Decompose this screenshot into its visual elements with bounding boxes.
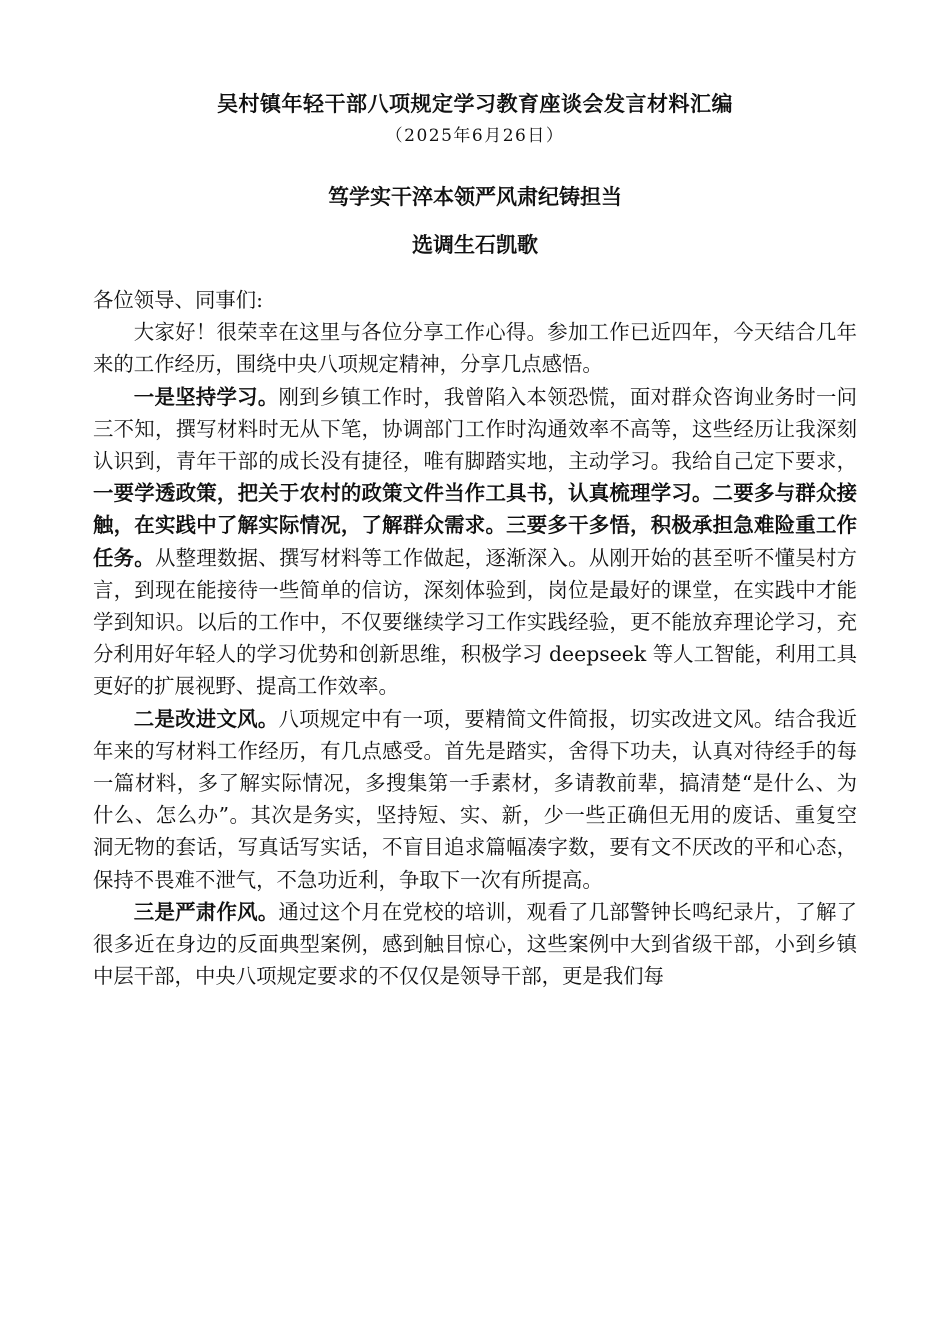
section-text-study-a: 刚到乡镇工作时，我曾陷入本领恐慌，面对群众咨询业务时一问三不知，撰写材料时无从下笔，协调部门工作时沟通效率不高等，这些经历让我深刻认识到，青年干部的成长没有捷径，唯有脚踏实地，主动学习。我给自己定下要求，	[93, 384, 858, 474]
section-text-study-b: 从整理数据、撰写材料等工作做起，逐渐深入。从刚开始的甚至听不懂吴村方言，到现在能接待一些简单的信访，深刻体验到，岗位是最好的课堂，在实践中才能学到知识。以后的工作中，不仅要继续学习工作实践经验，更不能放弃理论学习，充分利用好年轻人的学习优势和创新思维，积极学习 deepseek 等人工智能，利用工具更好的扩展视野、提高工作效率。	[93, 545, 857, 699]
section-text-conduct: 通过这个月在党校的培训，观看了几部警钟长鸣纪录片，了解了很多近在身边的反面典型案例，感到触目惊心，这些案例中大到省级干部，小到乡镇中层干部，中央八项规定要求的不仅仅是领导干部，更是我们每	[93, 899, 858, 989]
section-paragraph-conduct	[93, 896, 857, 993]
speaker-name: 选调生石凯歌	[412, 232, 538, 257]
section-paragraph-writing	[93, 703, 857, 896]
speech-body	[93, 284, 857, 992]
salutation: 各位领导、同事们:	[93, 288, 263, 312]
document-date: （2025年6月26日）	[385, 126, 565, 146]
speech-title: 笃学实干淬本领严风肃纪铸担当	[328, 184, 622, 209]
document-title: 吴村镇年轻干部八项规定学习教育座谈会发言材料汇编	[217, 91, 733, 116]
section-emphasis-study: 一要学透政策，把关于农村的政策文件当作工具书，认真梳理学习。二要多与群众接触，在实践中了解实际情况，了解群众需求。三要多干多悟，积极承担急难险重工作任务。	[93, 481, 857, 570]
section-heading-study: 一是坚持学习。	[133, 384, 279, 409]
section-heading-conduct: 三是严肃作风。	[133, 899, 279, 924]
section-paragraph-study	[93, 381, 857, 703]
intro-paragraph: 大家好！很荣幸在这里与各位分享工作心得。参加工作已近四年，今天结合几年来的工作经历，围绕中央八项规定精神，分享几点感悟。	[93, 320, 857, 377]
section-text-writing: 八项规定中有一项，要精简文件简报，切实改进文风。结合我近年来的写材料工作经历，有几点感受。首先是踏实，舍得下功夫，认真对待经手的每一篇材料，多了解实际情况，多搜集第一手素材，多请教前辈，搞清楚“是什么、为什么、怎么办”。其次是务实，坚持短、实、新，少一些正确但无用的废话、重复空洞无物的套话，写真话写实话，不盲目追求篇幅凑字数，要有文不厌改的平和心态，保持不畏难不泄气，不急功近利，争取下一次有所提高。	[93, 706, 858, 892]
section-heading-writing: 二是改进文风。	[133, 706, 279, 731]
